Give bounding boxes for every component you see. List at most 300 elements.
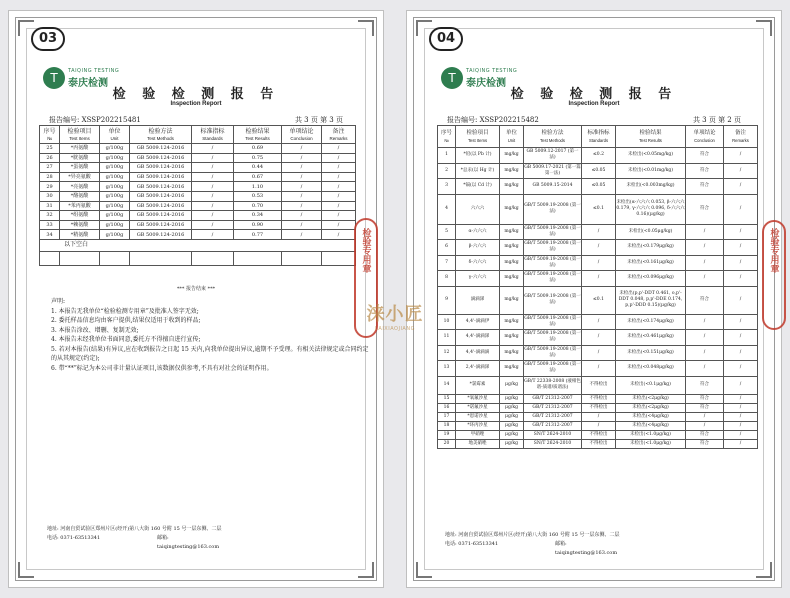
table-cell: GB/T 5009.19-2008 (第一法) (524, 361, 582, 377)
table-cell: 未检出(p,p'-DDT 0.461, o,p'-DDT 0.048, p,p'-DDE 0.174, p,p'-DDD 0.15)(μg/kg) (616, 286, 686, 314)
table-cell: / (582, 345, 616, 361)
table-cell: / (724, 271, 758, 287)
table-cell: 未检出(<0.174μg/kg) (616, 314, 686, 330)
table-cell: 34 (40, 230, 60, 240)
table-cell: *组氨酸 (60, 211, 100, 221)
table-cell: 29 (40, 182, 60, 192)
header-en: Test Items (69, 135, 90, 141)
table-cell: 甲硝唑 (456, 430, 500, 439)
table-cell: / (724, 421, 758, 430)
table-cell: 未检出(<2μg/kg) (616, 394, 686, 403)
table-cell: / (686, 314, 724, 330)
table-cell: g/100g (100, 144, 130, 154)
table-cell: *酪氨酸 (60, 191, 100, 201)
table-cell: / (724, 361, 758, 377)
table-cell: 未检出(<1.0μg/kg) (616, 430, 686, 439)
table-cell: / (686, 421, 724, 430)
frame-corner (358, 20, 374, 36)
table-cell: g/100g (100, 182, 130, 192)
table-cell: 0.67 (234, 172, 282, 182)
table-cell: 4,4'-滴滴涕 (456, 330, 500, 346)
header-cn: 检验结果 (639, 129, 662, 136)
table-cell: GB/T 21312-2007 (524, 403, 582, 412)
table-cell: 未检出(<0.096μg/kg) (616, 271, 686, 287)
table-cell: μg/kg (500, 403, 524, 412)
table-cell: g/100g (100, 153, 130, 163)
table-cell: / (724, 163, 758, 179)
table-row (40, 230, 356, 240)
table-row (438, 179, 758, 195)
report-number: 报告编号: XSSP202215481 (49, 116, 141, 124)
table-cell: / (322, 201, 356, 211)
header-en: Test Results (245, 135, 270, 141)
table-cell: / (582, 330, 616, 346)
table-cell: GB 5009.12-2017 (第一法) (524, 148, 582, 164)
table-row (438, 394, 758, 403)
table-cell: GB 5009.124-2016 (130, 182, 192, 192)
table-cell: 20 (438, 439, 456, 448)
table-cell: mg/kg (500, 240, 524, 256)
table-cell: / (192, 211, 234, 221)
table-cell: / (686, 224, 724, 240)
table-cell: 0.53 (234, 191, 282, 201)
empty-cell (40, 251, 60, 265)
table-row (438, 255, 758, 271)
frame-corner (756, 20, 772, 36)
table-cell: μg/kg (500, 376, 524, 394)
table-cell: / (582, 412, 616, 421)
column-header (724, 126, 758, 148)
table-cell: 4,4'-滴滴伊 (456, 314, 500, 330)
table-cell: *精氨酸 (60, 230, 100, 240)
table-cell: 符合 (686, 148, 724, 164)
table-cell: 1 (438, 148, 456, 164)
footer-tel: 电话: 0371-63513341 (47, 535, 101, 541)
table-cell: / (686, 361, 724, 377)
header-en: Standards (202, 135, 223, 141)
table-cell: *胱氨酸 (60, 153, 100, 163)
table-row (438, 412, 758, 421)
table-cell: 31 (40, 201, 60, 211)
table-cell: / (582, 314, 616, 330)
table-cell: / (322, 211, 356, 221)
table-cell: 0.69 (234, 144, 282, 154)
table-cell: / (192, 163, 234, 173)
column-header (500, 126, 524, 148)
table-cell: 15 (438, 394, 456, 403)
column-header (100, 126, 130, 144)
seal-text: 检验专用章 (360, 228, 371, 273)
table-cell: g/100g (100, 220, 130, 230)
table-cell: 未检出(<0.05μg/kg) (616, 224, 686, 240)
table-cell: 13 (438, 361, 456, 377)
table-cell: / (322, 144, 356, 154)
table-row (438, 376, 758, 394)
table-cell: ≤0.1 (582, 194, 616, 224)
empty-cell (192, 251, 234, 265)
table-cell: / (282, 201, 322, 211)
header-cn: 标准指标 (587, 129, 610, 136)
table-cell: GB/T 21312-2007 (524, 394, 582, 403)
table-cell: *异亮氨酸 (60, 172, 100, 182)
frame-corner (416, 562, 432, 578)
table-cell: 0.90 (234, 220, 282, 230)
header-en: Conclusion (694, 137, 715, 143)
table-cell: 18 (438, 421, 456, 430)
table-cell: / (582, 421, 616, 430)
table-row (438, 421, 758, 430)
header-en: № (444, 137, 449, 143)
table-cell: 0.75 (234, 153, 282, 163)
table-cell: / (724, 345, 758, 361)
table-cell: 未检出(<0.151μg/kg) (616, 345, 686, 361)
table-cell: / (192, 144, 234, 154)
watermark-text: 涞小匠 (366, 304, 424, 325)
logo-cn: 泰庆检测 (466, 77, 506, 89)
footer-email: 邮箱: taiqingtesting@163.com (555, 541, 618, 556)
blank-below-note: 以下空白 (40, 239, 356, 251)
table-cell: 未检出(<0.05mg/kg) (616, 148, 686, 164)
table-cell: 符合 (686, 394, 724, 403)
table-cell: 32 (40, 211, 60, 221)
table-cell: / (282, 220, 322, 230)
table-cell: g/100g (100, 191, 130, 201)
table-cell: 未检出(<4μg/kg) (616, 421, 686, 430)
table-cell: 2,4'-滴滴涕 (456, 361, 500, 377)
table-cell: *氯霉素 (456, 376, 500, 394)
table-cell: 14 (438, 376, 456, 394)
table-cell: mg/kg (500, 179, 524, 195)
header-cn: 检验项目 (466, 129, 489, 136)
table-cell: 9 (438, 286, 456, 314)
table-cell: *镉(以 Cd 计) (456, 179, 500, 195)
report-subtitle: Inspection Report (568, 101, 620, 107)
table-cell: ≤0.05 (582, 179, 616, 195)
table-cell: 0.44 (234, 163, 282, 173)
declaration-item: 3. 本报告涂改、增删、复制无效; (51, 326, 139, 334)
table-cell: g/100g (100, 211, 130, 221)
declaration-item: 2. 委托样品信息均由客户提供,结果仅适用于收到的样品; (51, 317, 201, 324)
table-cell: 5 (438, 224, 456, 240)
report-page-3 (8, 10, 384, 588)
table-cell: mg/kg (500, 345, 524, 361)
frame-corner (18, 562, 34, 578)
table-cell: GB/T 5009.19-2008 (第一法) (524, 345, 582, 361)
logo-icon: T (441, 67, 463, 89)
table-cell: / (724, 430, 758, 439)
header-cn: 标准指标 (200, 127, 225, 135)
table-cell: mg/kg (500, 194, 524, 224)
footer-address: 地址: 河南自贸试验区郑州片区(经开)第八大街 160 号附 15 号一层东侧、二层 (47, 526, 222, 532)
table-row (438, 345, 758, 361)
table-cell: / (582, 224, 616, 240)
table-cell: / (322, 172, 356, 182)
table-cell: 未检出(<0.161μg/kg) (616, 255, 686, 271)
table-cell: 0.70 (234, 201, 282, 211)
declaration-title: 声明: (51, 298, 66, 305)
column-header (616, 126, 686, 148)
table-cell: / (582, 240, 616, 256)
table-cell: / (282, 182, 322, 192)
footer-address: 地址: 河南自贸试验区郑州片区(经开)第八大街 160 号附 15 号一层东侧、二层 (445, 532, 620, 538)
table-row (438, 148, 758, 164)
report-end-mark: *** 报告结束 *** (176, 286, 216, 292)
table-cell: / (686, 271, 724, 287)
page-badge: 03 (31, 27, 65, 51)
declaration-item: 1. 本报告无我单位“检验检测专用章”及批准人签字无效; (51, 307, 199, 315)
header-cn: 检验方法 (541, 129, 564, 136)
table-cell: / (282, 191, 322, 201)
table-cell: / (724, 439, 758, 448)
table-cell: 未检出(<0.01mg/kg) (616, 163, 686, 179)
brand-watermark (360, 300, 430, 332)
table-cell: μg/kg (500, 412, 524, 421)
report-subtitle: Inspection Report (170, 101, 222, 107)
table-cell: / (582, 271, 616, 287)
table-cell: 25 (40, 144, 60, 154)
report-title: 检 验 检 测 报 告 (112, 87, 280, 102)
empty-cell (322, 251, 356, 265)
table-cell: GB 5009.124-2016 (130, 220, 192, 230)
report-page-2 (406, 10, 782, 588)
table-cell: 不得检出 (582, 430, 616, 439)
header-cn: 单项结论 (693, 129, 716, 136)
page-badge: 04 (429, 27, 463, 51)
table-cell: / (582, 255, 616, 271)
table-row (40, 191, 356, 201)
table-cell: 符合 (686, 163, 724, 179)
empty-cell (234, 251, 282, 265)
table-cell: / (282, 172, 322, 182)
frame-corner (756, 562, 772, 578)
empty-cell (130, 251, 192, 265)
table-cell: α-六六六 (456, 224, 500, 240)
table-cell: 2 (438, 163, 456, 179)
header-en: Test Items (467, 137, 488, 143)
table-cell: 不得检出 (582, 376, 616, 394)
table-cell: g/100g (100, 172, 130, 182)
table-cell: g/100g (100, 163, 130, 173)
table-cell: GB 5009.124-2016 (130, 163, 192, 173)
table-cell: mg/kg (500, 314, 524, 330)
table-cell: mg/kg (500, 255, 524, 271)
table-cell: 12 (438, 345, 456, 361)
column-header (322, 126, 356, 144)
table-cell: ≤0.1 (582, 286, 616, 314)
logo-icon: T (43, 67, 65, 89)
header-en: № (47, 135, 52, 141)
table-cell: / (582, 361, 616, 377)
table-cell: 未检出(<0.048μg/kg) (616, 361, 686, 377)
table-cell: *赖氨酸 (60, 220, 100, 230)
header-cn: 备注 (332, 127, 345, 135)
header-en: Test Results (639, 137, 662, 143)
header-en: Unit (110, 135, 119, 141)
table-row (438, 271, 758, 287)
header-cn: 检验结果 (245, 127, 270, 135)
empty-row (40, 251, 356, 265)
table-cell: 0.77 (234, 230, 282, 240)
table-cell: 未检出(<0.461μg/kg) (616, 330, 686, 346)
table-row (40, 201, 356, 211)
table-cell: 3 (438, 179, 456, 195)
declaration-item: 6. 带“**”标记为本公司非计量认证项目,该数据仅供参考,不具有对社会的证明作用。 (51, 364, 273, 372)
report-number: 报告编号: XSSP202215482 (447, 116, 539, 124)
table-cell: g/100g (100, 230, 130, 240)
table-cell: / (322, 153, 356, 163)
table-cell: mg/kg (500, 224, 524, 240)
table-cell: 8 (438, 271, 456, 287)
table-cell: 不得检出 (582, 439, 616, 448)
table-cell: / (322, 230, 356, 240)
table-row (438, 224, 758, 240)
table-cell: 符合 (686, 286, 724, 314)
table-cell: / (322, 182, 356, 192)
frame-corner (358, 562, 374, 578)
table-cell: 19 (438, 430, 456, 439)
table-cell: 未检出(<0.003mg/kg) (616, 179, 686, 195)
table-cell: GB 5009.124-2016 (130, 153, 192, 163)
table-cell: 未检出(<0.179μg/kg) (616, 240, 686, 256)
table-cell: 未检出(α-六六六 0.053, β-六六六 0.179, γ-六六六 0.096, δ-六六六 0.16)(μg/kg) (616, 194, 686, 224)
empty-cell (100, 251, 130, 265)
table-cell: GB 5009.124-2016 (130, 211, 192, 221)
header-cn: 单位 (108, 127, 121, 135)
declaration-item: 4. 本报告未经我单位书面同意,委托方不得擅自进行宣传; (51, 336, 201, 343)
column-header (456, 126, 500, 148)
table-cell: 未检出(<1.0μg/kg) (616, 439, 686, 448)
table-cell: / (192, 220, 234, 230)
table-cell: SN/T 2624-2010 (524, 439, 582, 448)
table-cell: / (724, 179, 758, 195)
table-row (40, 153, 356, 163)
table-cell: *亮氨酸 (60, 182, 100, 192)
table-cell: GB/T 5009.19-2008 (第一法) (524, 255, 582, 271)
table-cell: GB/T 5009.19-2008 (第一法) (524, 224, 582, 240)
table-cell: ≤0.2 (582, 148, 616, 164)
watermark-subtext: LAIXIAOJIANG (375, 326, 415, 332)
header-en: Test Methods (540, 137, 565, 143)
page-footer (445, 531, 620, 556)
table-cell: / (724, 394, 758, 403)
table-cell: 1.10 (234, 182, 282, 192)
seal-text: 检验专用章 (768, 228, 779, 273)
header-en: Remarks (329, 135, 348, 141)
table-cell: mg/kg (500, 163, 524, 179)
table-cell: / (282, 144, 322, 154)
table-row (438, 439, 758, 448)
header-en: Remarks (732, 137, 749, 143)
page-count: 共 3 页 第 3 页 (294, 116, 343, 124)
table-cell: 4,4'-滴滴滴 (456, 345, 500, 361)
table-cell: GB/T 5009.19-2008 (第一法) (524, 271, 582, 287)
column-header (282, 126, 322, 144)
inspection-seal-right (762, 220, 786, 330)
table-cell: mg/kg (500, 330, 524, 346)
column-header (234, 126, 282, 144)
table-cell: 符合 (686, 439, 724, 448)
table-row (438, 430, 758, 439)
header-cn: 序号 (43, 127, 56, 135)
table-cell: GB 5009.124-2016 (130, 191, 192, 201)
table-cell: μg/kg (500, 439, 524, 448)
table-cell: / (686, 255, 724, 271)
table-cell: GB 5009.124-2016 (130, 172, 192, 182)
table-row (438, 361, 758, 377)
table-cell: 26 (40, 153, 60, 163)
table-cell: / (686, 345, 724, 361)
table-row (438, 286, 758, 314)
table-cell: GB/T 21312-2007 (524, 421, 582, 430)
table-row (40, 211, 356, 221)
table-row (40, 182, 356, 192)
column-header (686, 126, 724, 148)
table-cell: / (282, 211, 322, 221)
table-cell: *蛋氨酸 (60, 163, 100, 173)
table-row (40, 144, 356, 154)
table-cell: GB/T 5009.19-2008 (第一法) (524, 286, 582, 314)
table-cell: GB/T 5009.19-2008 (第一法) (524, 330, 582, 346)
table-cell: 符合 (686, 194, 724, 224)
table-cell: / (686, 330, 724, 346)
table-cell: δ-六六六 (456, 255, 500, 271)
column-header (60, 126, 100, 144)
table-cell: / (724, 286, 758, 314)
table-cell: 六六六 (456, 194, 500, 224)
table-row (438, 314, 758, 330)
table-cell: 10 (438, 314, 456, 330)
table-cell: GB/T 5009.19-2008 (第一法) (524, 240, 582, 256)
table-cell: / (192, 182, 234, 192)
page-count: 共 3 页 第 2 页 (692, 116, 741, 124)
table-cell: 33 (40, 220, 60, 230)
table-cell: / (192, 191, 234, 201)
table-cell: / (192, 230, 234, 240)
header-cn: 单项结论 (289, 127, 314, 135)
page-footer (47, 525, 222, 550)
table-cell: / (724, 224, 758, 240)
table-cell: 符合 (686, 403, 724, 412)
table-cell: *丙氨酸 (60, 144, 100, 154)
table-cell: / (192, 153, 234, 163)
table-cell: GB/T 21312-2007 (524, 412, 582, 421)
table-row (438, 403, 758, 412)
table-cell: ≤0.05 (582, 163, 616, 179)
report-title: 检 验 检 测 报 告 (510, 87, 678, 102)
header-en: Standards (588, 137, 609, 143)
table-cell: 7 (438, 255, 456, 271)
header-cn: 备注 (734, 129, 746, 136)
header-cn: 单位 (505, 129, 517, 136)
table-cell: / (322, 191, 356, 201)
table-cell: / (724, 194, 758, 224)
table-cell: γ-六六六 (456, 271, 500, 287)
column-header (524, 126, 582, 148)
table-cell: GB/T 5009.19-2008 (第一法) (524, 314, 582, 330)
table-cell: / (724, 240, 758, 256)
table-cell: 符合 (686, 430, 724, 439)
table-cell: 11 (438, 330, 456, 346)
table-cell: 滴滴涕 (456, 286, 500, 314)
empty-cell (60, 251, 100, 265)
table-cell: / (192, 172, 234, 182)
table-cell: 未检出(<4μg/kg) (616, 412, 686, 421)
logo-cn: 泰庆检测 (68, 77, 108, 89)
header-cn: 检验项目 (67, 127, 92, 135)
results-table (437, 125, 758, 449)
column-header (130, 126, 192, 144)
table-row (438, 330, 758, 346)
